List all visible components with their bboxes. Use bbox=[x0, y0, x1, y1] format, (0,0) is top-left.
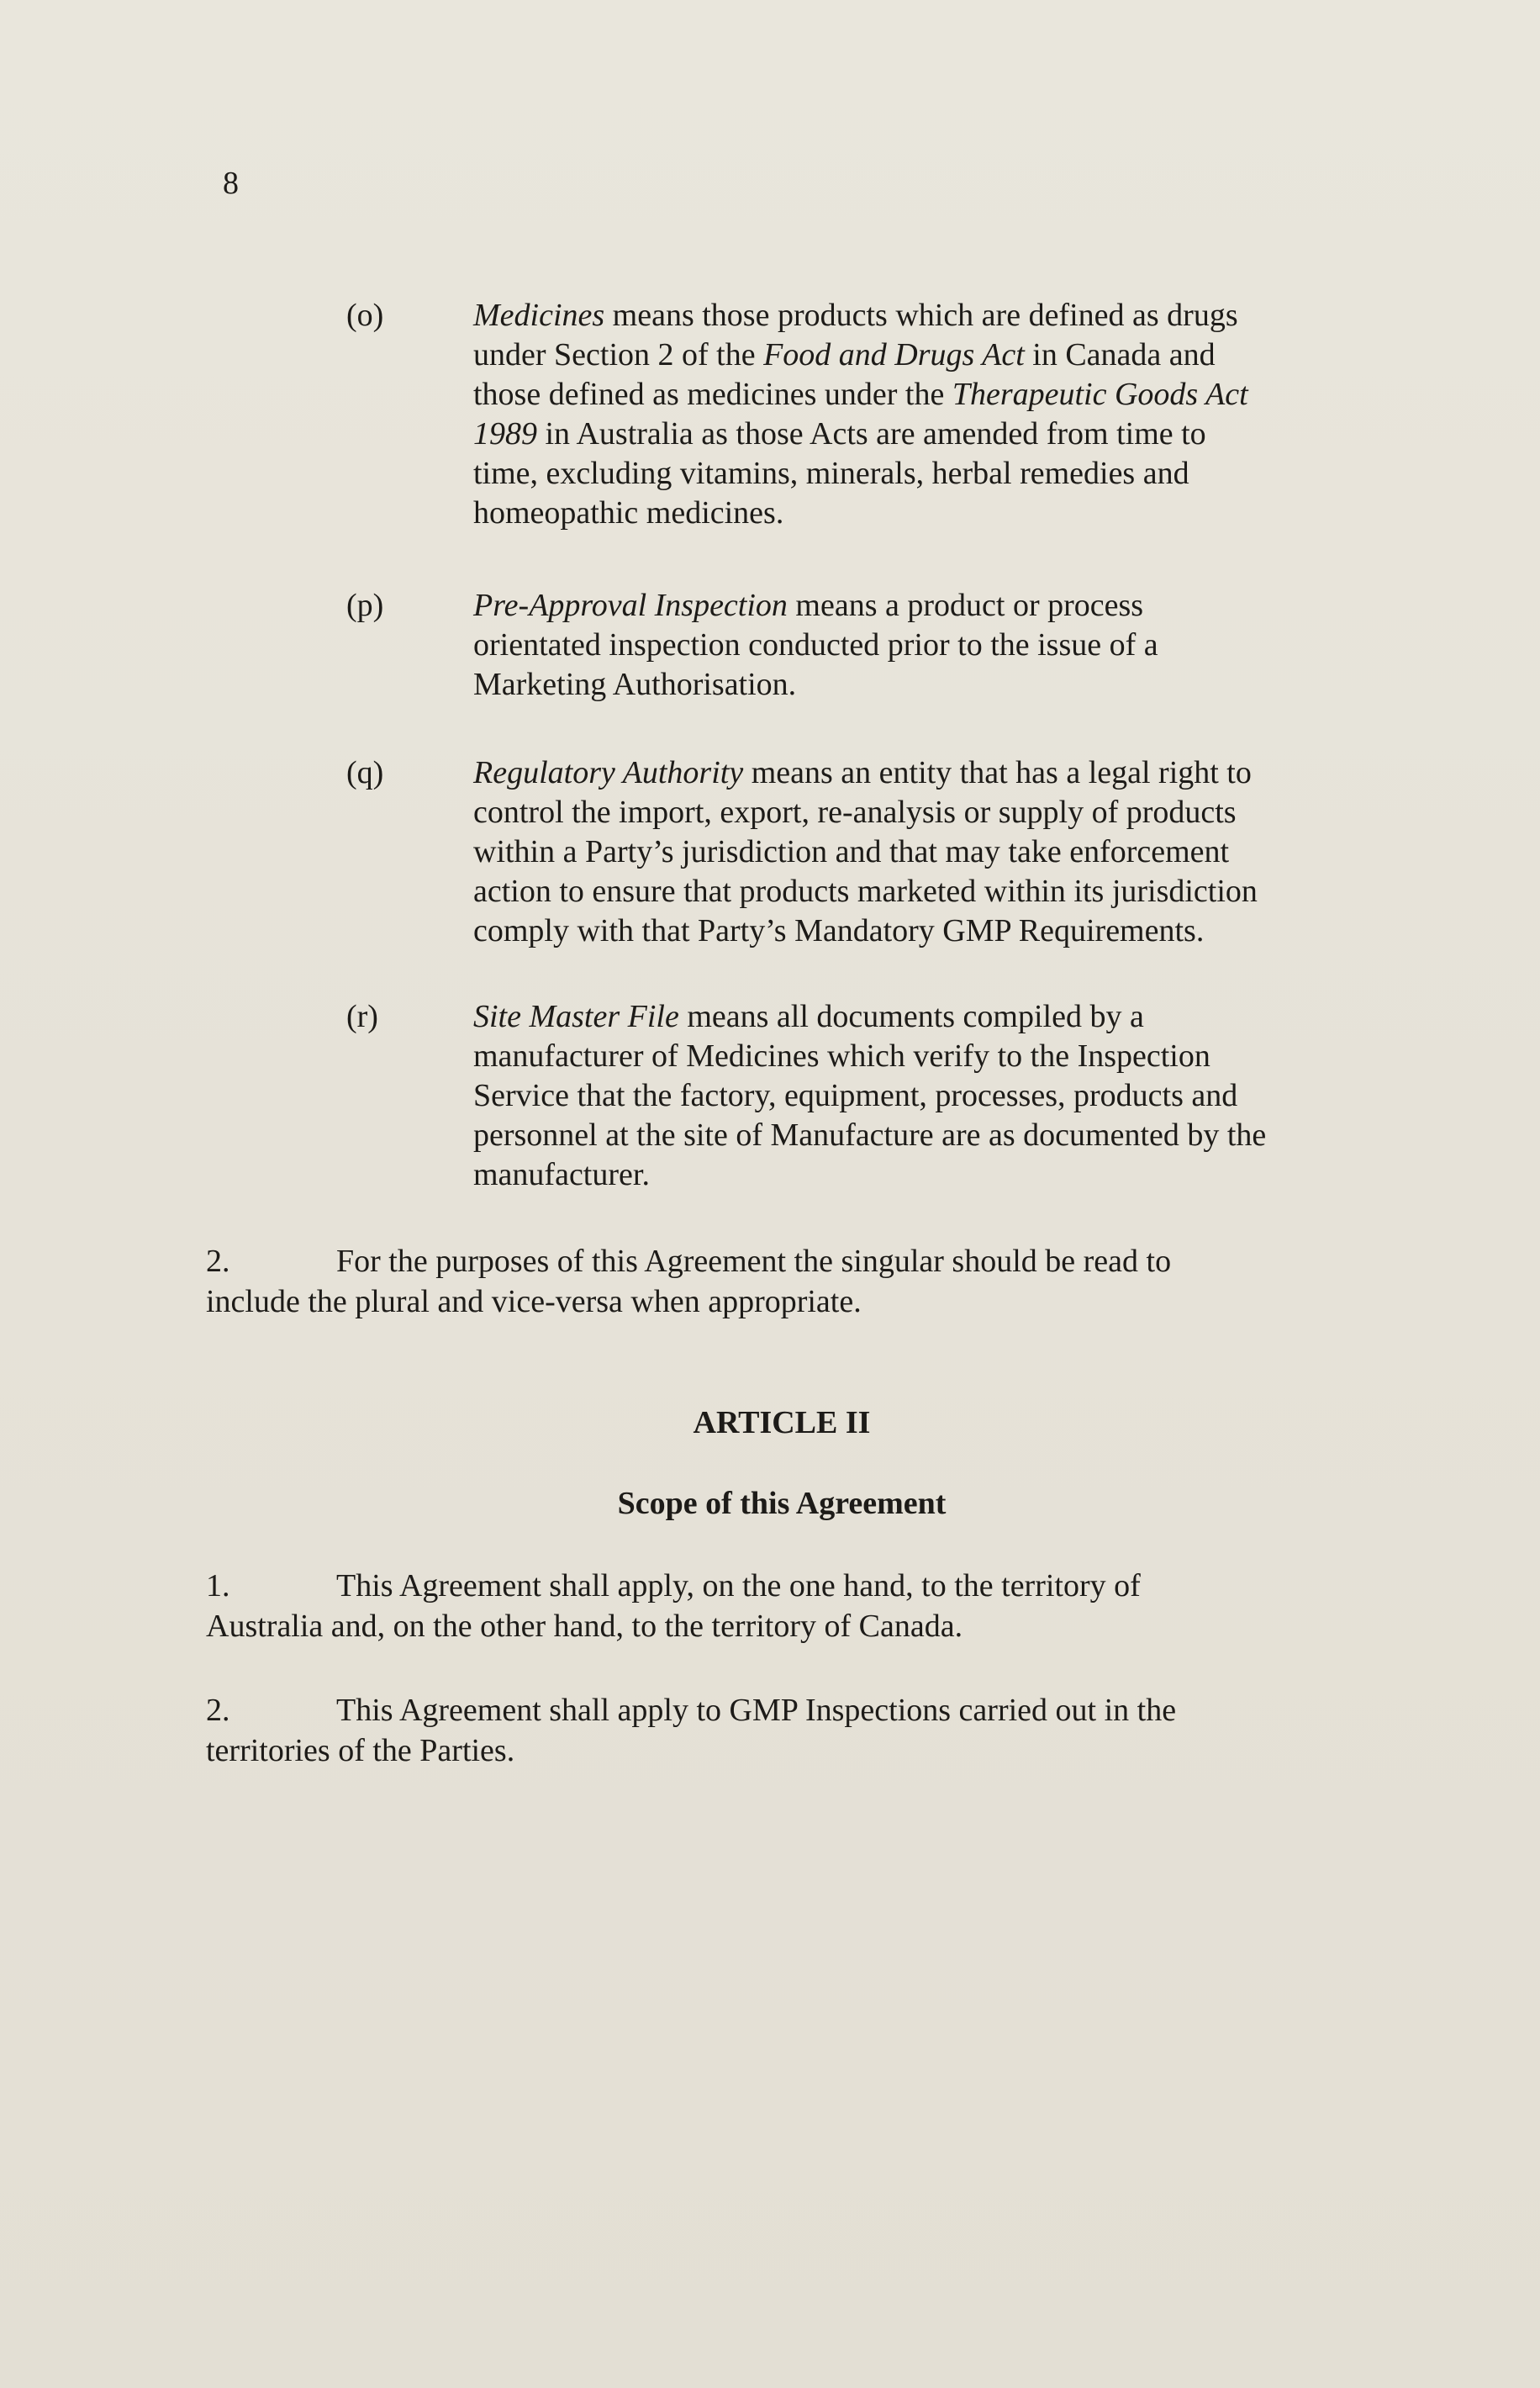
defined-term: Pre-Approval Inspection bbox=[473, 588, 788, 623]
definition-line: control the import, export, re-analysis or supply of products bbox=[473, 795, 1237, 830]
defined-term: Site Master File bbox=[473, 999, 679, 1034]
article-heading: ARTICLE II bbox=[693, 1405, 871, 1440]
definition-text bbox=[473, 586, 1364, 705]
defined-term: Medicines bbox=[473, 298, 605, 333]
definition-line: manufacturer of Medicines which verify to the Inspection bbox=[473, 1038, 1210, 1074]
act-year: 1989 bbox=[473, 416, 537, 452]
defined-term: Regulatory Authority bbox=[473, 755, 744, 790]
article-paragraph-2 bbox=[206, 1690, 1332, 1771]
definition-line: those defined as medicines under the Therapeutic Goods Act bbox=[473, 377, 1248, 412]
paragraph-number: 1. bbox=[206, 1568, 230, 1603]
definition-line: orientated inspection conducted prior to the issue of a bbox=[473, 627, 1158, 663]
definition-line: personnel at the site of Manufacture are as documented by the bbox=[473, 1117, 1267, 1153]
paragraph-line: include the plural and vice-versa when appropriate. bbox=[206, 1284, 862, 1319]
definition-line: Medicines means those products which are defined as drugs bbox=[473, 298, 1238, 333]
definition-line: within a Party’s jurisdiction and that may take enforcement bbox=[473, 834, 1230, 869]
definition-marker: (q) bbox=[346, 755, 384, 790]
definition-line: Regulatory Authority means an entity that has a legal right to bbox=[473, 755, 1252, 790]
definition-line: manufacturer. bbox=[473, 1157, 650, 1192]
article-paragraph-1 bbox=[206, 1566, 1332, 1646]
paragraph-number: 2. bbox=[206, 1244, 230, 1279]
definition-line: time, excluding vitamins, minerals, herbal remedies and bbox=[473, 456, 1189, 491]
definition-line: Pre-Approval Inspection means a product or process bbox=[473, 588, 1144, 623]
act-title: Therapeutic Goods Act bbox=[952, 377, 1248, 412]
definition-text bbox=[473, 296, 1364, 533]
paragraph-2 bbox=[206, 1241, 1332, 1322]
definition-line: homeopathic medicines. bbox=[473, 495, 784, 531]
definition-line: comply with that Party’s Mandatory GMP Requirements. bbox=[473, 913, 1205, 948]
definition-line: Marketing Authorisation. bbox=[473, 667, 797, 702]
paragraph-line: territories of the Parties. bbox=[206, 1733, 515, 1768]
paragraph-line: Australia and, on the other hand, to the territory of Canada. bbox=[206, 1609, 963, 1644]
definition-marker: (p) bbox=[346, 588, 384, 623]
page-number: 8 bbox=[223, 166, 239, 201]
paragraph-line: 1. This Agreement shall apply, on the one hand, to the territory of bbox=[206, 1566, 1332, 1606]
definition-line: Site Master File means all documents compiled by a bbox=[473, 999, 1144, 1034]
article-subheading: Scope of this Agreement bbox=[617, 1486, 947, 1521]
definition-marker: (o) bbox=[346, 298, 384, 333]
definition-line: under Section 2 of the Food and Drugs Act in Canada and bbox=[473, 337, 1216, 372]
definition-text bbox=[473, 997, 1364, 1195]
definition-line: action to ensure that products marketed within its jurisdiction bbox=[473, 874, 1258, 909]
definition-line: 1989 in Australia as those Acts are amended from time to bbox=[473, 416, 1206, 452]
definition-text bbox=[473, 753, 1364, 951]
paragraph-line: 2. For the purposes of this Agreement the singular should be read to bbox=[206, 1241, 1332, 1281]
act-title: Food and Drugs Act bbox=[763, 337, 1025, 372]
paragraph-line: 2. This Agreement shall apply to GMP Inspections carried out in the bbox=[206, 1690, 1332, 1730]
definition-marker: (r) bbox=[346, 999, 378, 1034]
definition-line: Service that the factory, equipment, processes, products and bbox=[473, 1078, 1238, 1113]
paragraph-number: 2. bbox=[206, 1693, 230, 1728]
